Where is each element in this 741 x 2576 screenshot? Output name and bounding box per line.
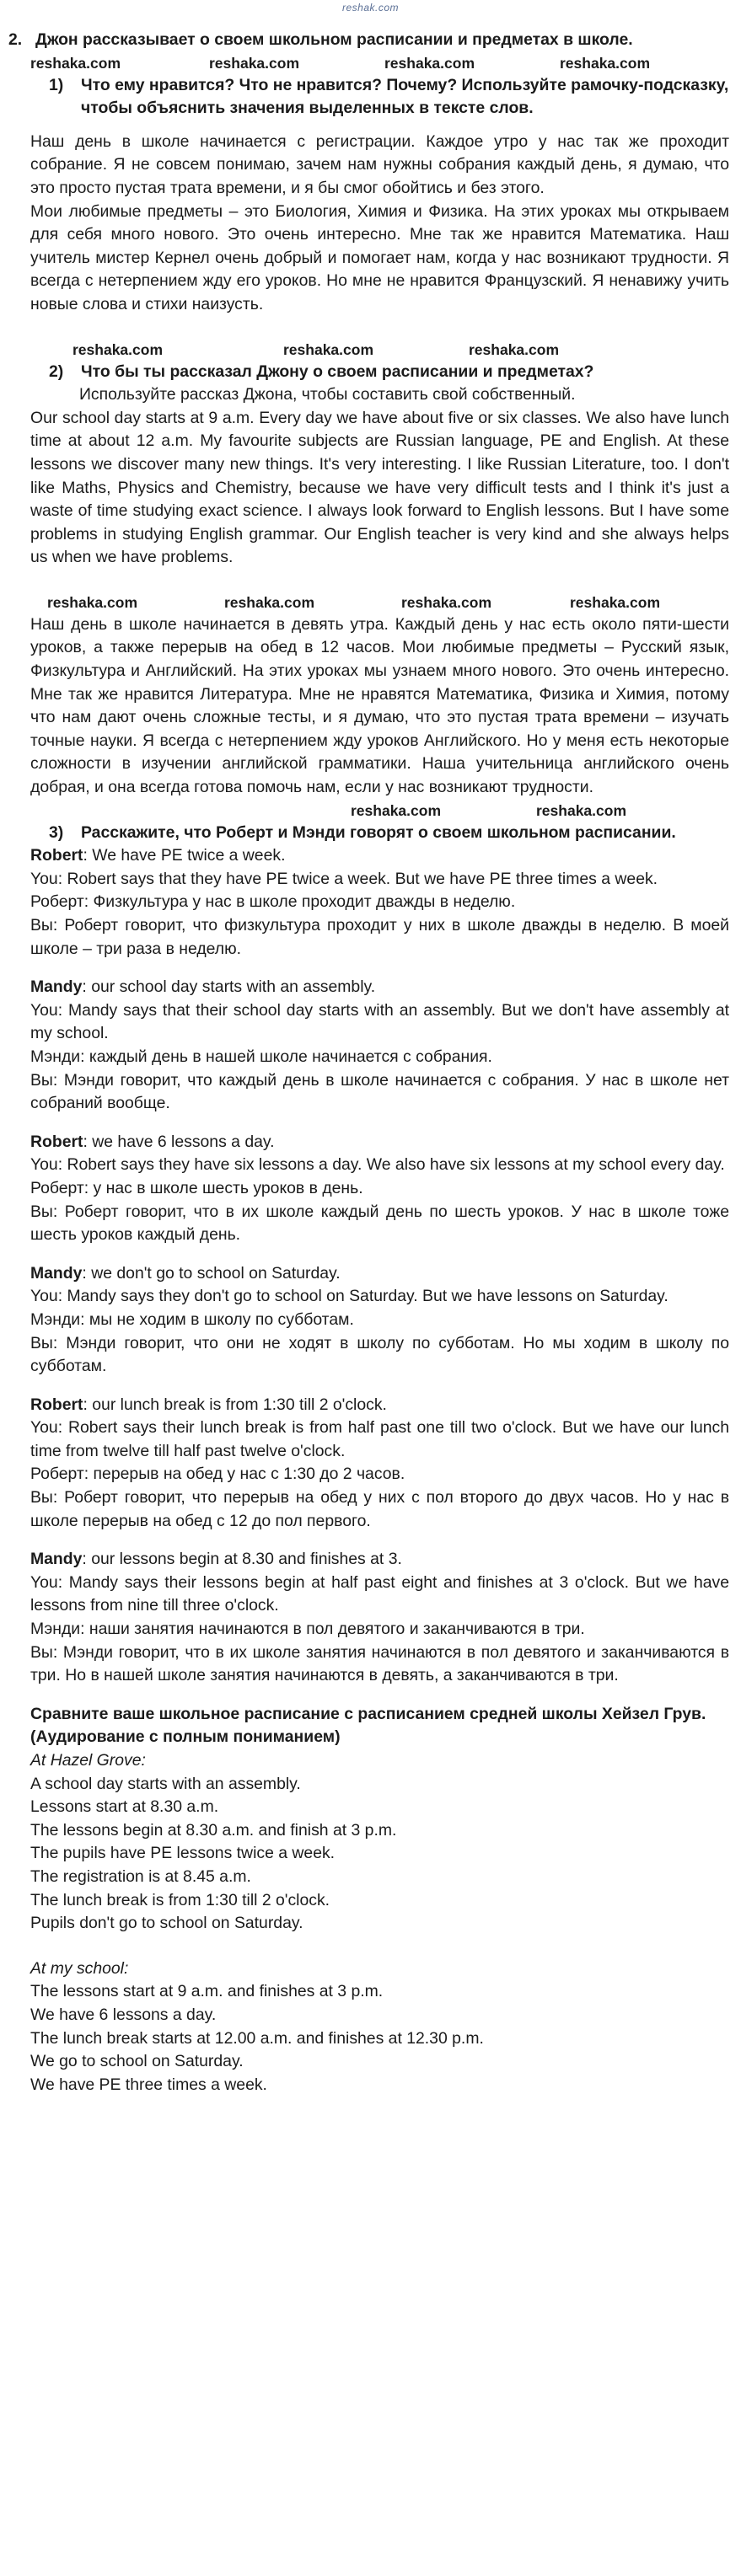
watermark: reshaka.com (209, 54, 300, 72)
speaker-quote: : our lunch break is from 1:30 till 2 o'clock. (83, 1395, 387, 1414)
question-number: 3) (49, 822, 64, 842)
list-item: We have PE three times a week. (30, 2075, 267, 2094)
watermark: reshaka.com (560, 54, 651, 72)
speaker-quote: : we don't go to school on Saturday. (82, 1263, 341, 1283)
watermark: reshaka.com (401, 593, 492, 611)
dialogue-ru1: Мэнди: наши занятия начинаются в пол девятого и заканчиваются в три. (30, 1620, 585, 1639)
dialogue-ru2: Вы: Мэнди говорит, что они не ходят в школу по субботам. Но мы ходим в школу по субботам. (30, 1333, 729, 1376)
dialogue-speaker-line (30, 1548, 729, 1572)
watermark: reshaka.com (283, 340, 374, 358)
dialogue-ru1: Мэнди: мы не ходим в школу по субботам. (30, 1309, 354, 1329)
list-item: We go to school on Saturday. (30, 2052, 244, 2071)
question-2-heading (30, 361, 729, 384)
dialogue-block (30, 1262, 729, 1379)
dialogue-ru1: Роберт: у нас в школе шесть уроков в день. (30, 1178, 363, 1197)
dialogue-speaker-line (30, 1394, 729, 1417)
q2-russian-text: Наш день в школе начинается в девять утра. Каждый день у нас есть около пяти-шести уроков, а также перерыв на обед в 12 часов. Мои любимые предметы – Русский язык, Физкультура и Английский. На этих уроках мы узнаем много нового. Это очень интересно. Мне так же нравится Литература. Мне не нравятся Математика, Физика и Химия, потому что нам дают очень сложные тесты, и я думаю, что это пустая трата времени – изучать точные науки. Я всегда с нетерпением жду уроков Английского. Но у меня есть некоторые сложности в изучении английской грамматики. Наша учительница английского очень добрая, и она всегда готова помочь нам, если у нас возникают трудности. (30, 614, 729, 797)
dialogue-ru2: Вы: Мэнди говорит, что в их школе занятия начинаются в пол девятого и заканчиваются в три. Но в нашей школе занятия начинаются в девять, а заканчиваются в три. (30, 1642, 729, 1685)
speaker-name: Robert (30, 846, 83, 865)
list-item: The lessons start at 9 a.m. and finishes at 3 p.m. (30, 1982, 384, 2001)
dialogue-speaker-line (30, 976, 729, 999)
watermark: reshaka.com (224, 593, 315, 611)
speaker-name: Robert (30, 1132, 83, 1151)
speaker-quote: : we have 6 lessons a day. (83, 1132, 275, 1151)
q2-english-text: Our school day starts at 9 a.m. Every day we have about five or six classes. We also have lunch time at about 12 a.m. My favourite subjects are Russian language, PE and English. At these lessons we discover many new things. It's very interesting. I like Russian Literature, too. I don't like Maths, Physics and Chemistry, because we have very difficult tests and I think it's just a waste of time studying exact science. I always look forward to English lessons. But I have some problems in studying English grammar. Our English teacher is very kind and she always helps us when we have problems. (30, 408, 729, 567)
q2-intro: Используйте рассказ Джона, чтобы составить свой собственный. (79, 385, 576, 404)
dialogue-ru1: Мэнди: каждый день в нашей школе начинается с собрания. (30, 1047, 492, 1066)
watermark: reshaka.com (30, 54, 121, 72)
question-1-heading (30, 74, 729, 120)
speaker-quote: : our school day starts with an assembly. (82, 977, 376, 997)
list-item: Lessons start at 8.30 a.m. (30, 1797, 219, 1817)
site-mark: reshak.com (341, 2, 400, 13)
compare-title: Сравните ваше школьное расписание с расписанием средней школы Хейзел Грув. (Аудирование с полным пониманием) (30, 1704, 706, 1747)
speaker-quote: : our lessons begin at 8.30 and finishes at 3. (82, 1550, 402, 1569)
watermark: reshaka.com (384, 54, 475, 72)
dialogue-ru2: Вы: Роберт говорит, что перерыв на обед у них с пол второго до двух часов. Но у нас в школе перерыв на обед с 12 до пол первого. (30, 1488, 729, 1530)
list-item: We have 6 lessons a day. (30, 2005, 217, 2024)
watermark: reshaka.com (47, 593, 138, 611)
dialogue-ru2: Вы: Роберт говорит, что физкультура проходит у них в школе дважды в неделю. В моей школе – три раза в неделю. (30, 916, 729, 958)
question-title: Расскажите, что Роберт и Мэнди говорят о своем школьном расписании. (81, 822, 676, 842)
dialogue-you-en: You: Robert says that they have PE twice a week. But we have PE three times a week. (30, 869, 658, 888)
list-item: The lessons begin at 8.30 a.m. and finish at 3 p.m. (30, 1820, 397, 1840)
dialogue-ru2: Вы: Мэнди говорит, что каждый день в школе начинается с собрания. У нас в школе нет собраний вообще. (30, 1070, 729, 1113)
question-title: Что ему нравится? Что не нравится? Почему? Используйте рамочку-подсказку, чтобы объяснить значения выделенных в тексте слов. (81, 75, 729, 118)
q1-paragraph-2: Мои любимые предметы – это Биология, Химия и Физика. На этих уроках мы открываем для себя много нового. Это очень интересно. Мне так же нравится Математика. Наш учитель мистер Кернел очень добрый и помогает нам, когда у нас возникают трудности. Я всегда с нетерпением жду его уроков. Но мне не нравится Французский. Я ненавижу учить новые слова и стихи наизусть. (30, 201, 729, 313)
my-school-list (30, 1980, 729, 2097)
speaker-quote: : We have PE twice a week. (83, 846, 286, 865)
dialogue-block (30, 844, 729, 961)
dialogue-you-en: You: Robert says they have six lessons a day. We also have six lessons at my school every day. (30, 1155, 725, 1175)
list-item: The pupils have PE lessons twice a week. (30, 1844, 336, 1863)
watermark-row (30, 592, 729, 613)
question-number: 1) (49, 75, 64, 94)
q1-paragraph-1: Наш день в школе начинается с регистрации. Каждое утро у нас так же проходит собрание. Я не совсем понимаю, зачем нам нужны собрания каждый день, я думаю, что это просто пустая трата времени, и я бы смог обойтись и без этого. (30, 131, 729, 197)
speaker-name: Robert (30, 1395, 83, 1414)
watermark: reshaka.com (469, 340, 560, 358)
dialogue-block (30, 1548, 729, 1688)
watermark-row (30, 800, 729, 822)
dialogue-block (30, 976, 729, 1116)
dialogue-speaker-line (30, 844, 729, 868)
list-item: The lunch break is from 1:30 till 2 o'clock. (30, 1890, 330, 1909)
list-item: The registration is at 8.45 a.m. (30, 1866, 251, 1886)
dialogue-list (30, 844, 729, 1688)
watermark: reshaka.com (351, 801, 442, 819)
speaker-name: Mandy (30, 1263, 83, 1283)
list-item: A school day starts with an assembly. (30, 1774, 301, 1793)
watermark-row (30, 52, 729, 74)
hazel-list (30, 1773, 729, 1936)
question-title: Что бы ты рассказал Джону о своем расписании и предметах? (81, 361, 594, 381)
dialogue-ru1: Роберт: перерыв на обед у нас с 1:30 до 2 часов. (30, 1465, 405, 1484)
dialogue-you-en: You: Mandy says they don't go to school on Saturday. But we have lessons on Saturday. (30, 1287, 669, 1306)
dialogue-you-en: You: Mandy says their lessons begin at half past eight and finishes at 3 o'clock. But we have lessons from nine till three o'clock. (30, 1572, 729, 1615)
list-item: The lunch break starts at 12.00 a.m. and finishes at 12.30 p.m. (30, 2028, 484, 2048)
dialogue-ru2: Вы: Роберт говорит, что в их школе каждый день по шесть уроков. У нас в школе тоже шесть уроков каждый день. (30, 1202, 729, 1245)
dialogue-block (30, 1131, 729, 1247)
dialogue-ru1: Роберт: Физкультура у нас в школе проходит дважды в неделю. (30, 892, 516, 912)
task-number: 2. (8, 30, 23, 49)
dialogue-speaker-line (30, 1131, 729, 1154)
list-item: Pupils don't go to school on Saturday. (30, 1914, 303, 1933)
question-3-heading (30, 822, 729, 845)
dialogue-you-en: You: Robert says their lunch break is from half past one till two o'clock. But we have our lunch time from twelve till half past twelve o'clock. (30, 1418, 729, 1460)
speaker-name: Mandy (30, 1550, 83, 1569)
question-number: 2) (49, 361, 64, 381)
dialogue-you-en: You: Mandy says that their school day starts with an assembly. But we don't have assembly at my school. (30, 1000, 729, 1043)
hazel-label: At Hazel Grove: (30, 1751, 146, 1770)
watermark-row (30, 339, 729, 361)
my-school-label: At my school: (30, 1958, 129, 1978)
task-title: Джон рассказывает о своем школьном расписании и предметах в школе. (35, 30, 633, 49)
dialogue-block (30, 1394, 729, 1534)
dialogue-speaker-line (30, 1262, 729, 1286)
watermark: reshaka.com (536, 801, 627, 819)
watermark: reshaka.com (570, 593, 661, 611)
watermark: reshaka.com (72, 340, 164, 358)
speaker-name: Mandy (30, 977, 83, 997)
